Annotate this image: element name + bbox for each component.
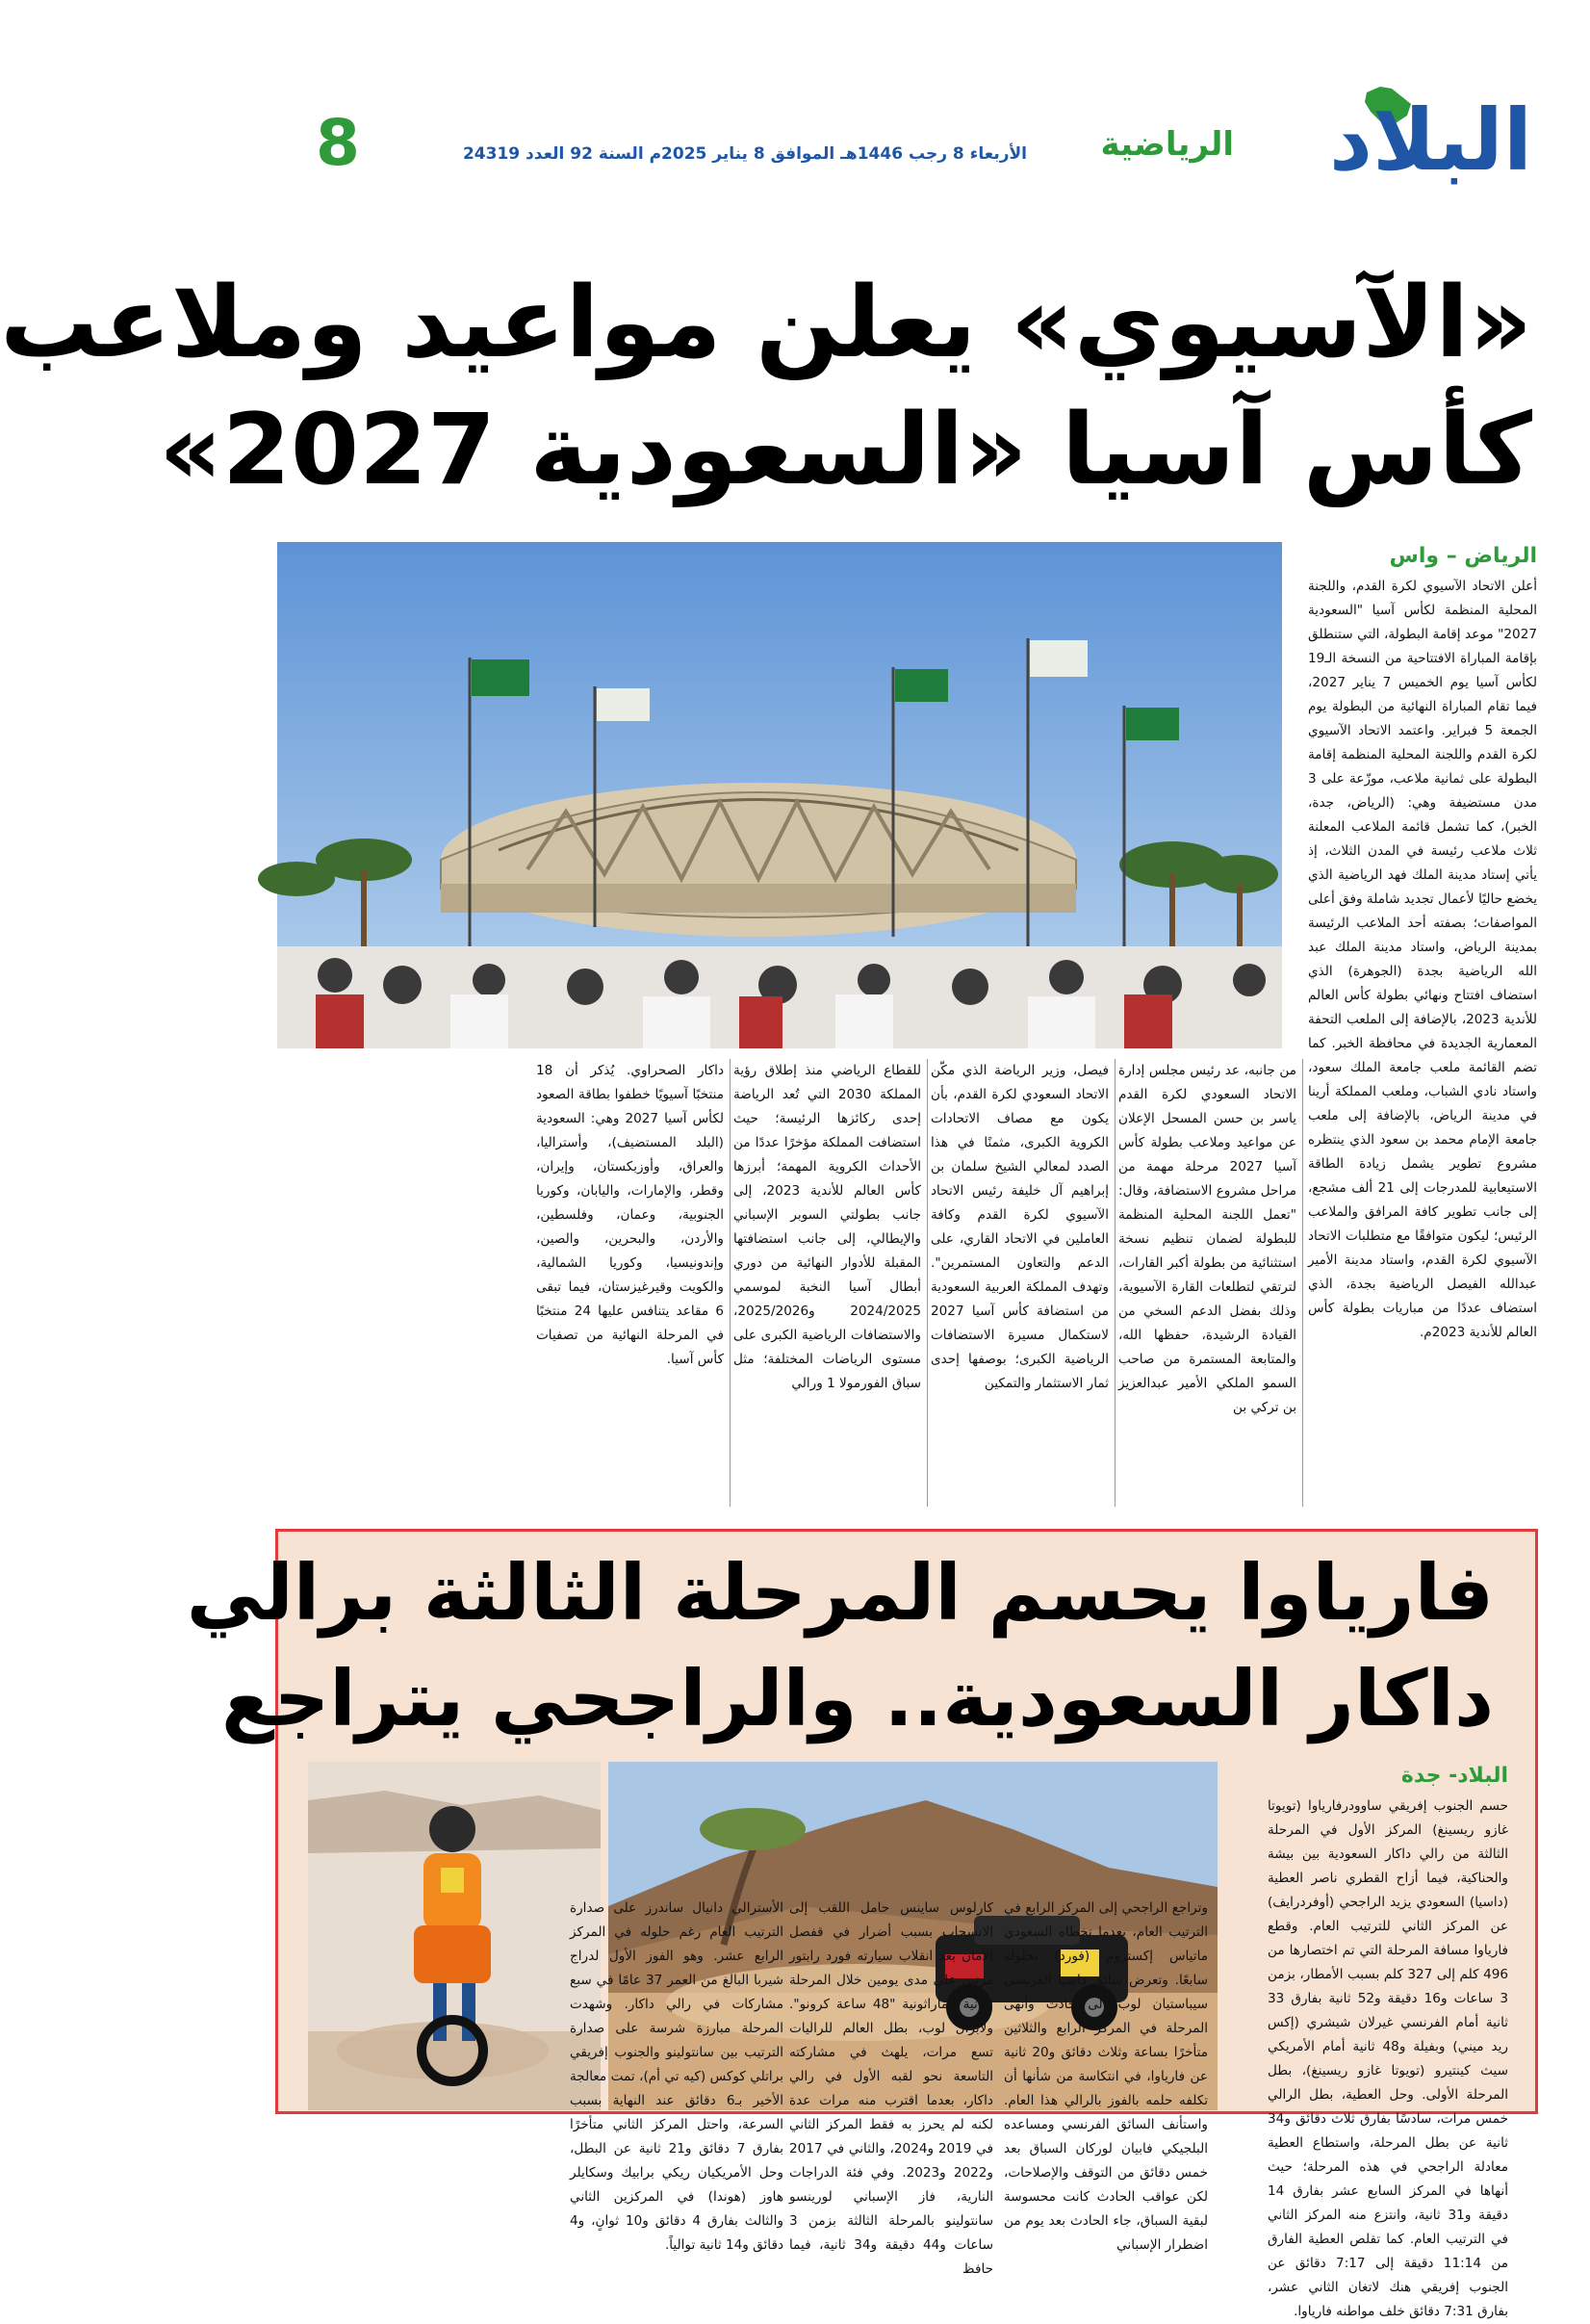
article1-column-5 [536, 1059, 724, 1507]
dateline: الأربعاء 8 رجب 1446هـ الموافق 8 يناير 2025م السنة 92 العدد 24319 [462, 144, 1027, 164]
article1-headline [0, 260, 1532, 514]
article1-column-4 [733, 1059, 921, 1507]
article2-text-2: وتراجع الراجحي إلى المركز الرابع في الترتيب العام، بعدما تخطاه السعودي ماتياس إكستروم (فورد) بحلوله سابعًا. وتعرض سائق داسيا الفرنسي سيباستيان لوب إلى حادث وأنهى المرحلة في المركز الرابع والثلاثين متأخرًا بساعة وثلاث دقائق و20 ثانية عن فارياوا، في انتكاسة من شأنها أن تكلفه حلمه بالفوز بالرالي هذا العام. واستأنف السائق الفرنسي ومساعده البلجيكي فابيان لوركان السباق بعد خمس دقائق من التوقف والإصلاحات، لكن عواقب الحادث كانت محسوسة لبقية السباق، جاء الحادث بعد يوم من اضطرار الإسباني [1004, 1900, 1208, 2253]
article2-column-2 [1004, 1897, 1208, 2253]
article1-column-3 [931, 1059, 1109, 1507]
masthead [223, 0, 1590, 193]
article1-text-5: داكار الصحراوي. يُذكر أن 18 منتخبًا آسيويًا خطفوا بطاقة الصعود لكأس آسيا 2027 وهي: السعودية (البلد المستضيف)، وأستراليا، والعراق، وأوزبكستان، وإيران، وقطر، والإمارات، واليابان، وكوريا الجنوبية، وعمان، وفلسطين، والأردن، والبحرين، والصين، وإندونيسيا، وكوريا الشمالية، والكويت وقيرغيزستان، فيما تبقى 6 مقاعد يتنافس عليها 24 منتخبًا في المرحلة النهائية من تصفيات كأس آسيا. [536, 1063, 724, 1367]
stadium-illustration [277, 542, 1282, 1048]
article2-text-3: كارلوس ساينس حامل اللقب إلى الانسحاب بسبب أضرار في قفصل الأمان بعد انقلاب سيارته فورد رابتور مرتين على مدى يومين خلال المرحلة الثانية الماراثونية "48 ساعة كرونو". ولابزال لوب، بطل العالم للراليات تسع مرات، يلهث في مشاركته التاسعة نحو لقبه الأول في رالي داكار، بعدما اقترب منه مرات عدة لكنه لم يحرز به فقط المركز الثاني في 2019 و2024، والثاني في 2017 و2022 و2023. وفي فئة الدراجات النارية، فاز الإسباني لورينسو سانتولينو بالمرحلة الثالثة بزمن 3 ساعات و44 دقيقة و34 ثانية، فيما حافظ [789, 1900, 993, 2277]
column-divider [1115, 1059, 1116, 1507]
newspaper-logo[interactable] [1244, 92, 1532, 189]
article2-column-1 [1268, 1762, 1509, 2319]
column-divider [730, 1059, 731, 1507]
article1-text-2: من جانبه، عد رئيس مجلس إدارة الاتحاد السعودي لكرة القدم ياسر بن حسن المسحل الإعلان عن مواعيد وملاعب بطولة كأس آسيا 2027 مرحلة مهمة من مراحل مشروع الاستضافة، وقال: "تعمل اللجنة المحلية المنظمة للبطولة لضمان تنظيم نسخة استثنائية من بطولة أكبر القارات، لترتقي لتطلعات القارة الآسيوية، وذلك بفضل الدعم السخي من القيادة الرشيدة، حفظها الله، والمتابعة المستمرة من صاحب السمو الملكي الأمير عبدالعزيز بن تركي بن [1118, 1063, 1297, 1415]
headline-line-1: «الآسيوي» يعلن مواعيد وملاعب [0, 266, 1532, 380]
article1-text-4: للقطاع الرياضي منذ إطلاق رؤية المملكة 2030 التي تُعد الرياضة إحدى ركائزها الرئيسة؛ حيث استضافت المملكة مؤخرًا عددًا من الأحداث الكروية المهمة؛ أبرزها كأس العالم للأندية 2023، إلى جانب بطولتي السوبر الإسباني والإيطالي، إلى جانب استضافتها المقبلة للأدوار النهائية من دوري أبطال آسيا النخبة لموسمي 2024/2025 و2025/2026، والاستضافات الرياضية الكبرى على مستوى الرياضات المختلفة؛ مثل سباق الفورمولا 1 ورالي [733, 1063, 921, 1391]
article2-byline: البلاد- جدة [1400, 1764, 1508, 1788]
column-divider [1302, 1059, 1303, 1507]
motorbike-photo [308, 1762, 601, 2110]
article2-column-3 [789, 1897, 993, 2277]
article1-column-1 [1308, 542, 1537, 1507]
article2-headline [186, 1540, 1494, 1752]
section-name: الرياضية [1100, 125, 1234, 164]
page-number: 8 [316, 106, 360, 180]
article2-text-4: الأسترالي دانيال ساندرز على صدارة الترتيب العام رغم حلوله في المركز الرابع عشر. وهو الفوز الأول لدراج شيربا البالغ من العمر 37 عامًا في سبع مشاركات في رالي داكار. وشهدت المرحلة مبارزة شرسة على صدارة الترتيب بين سانتولينو والجنوب إفريقي براتلي كوكس (كيه تي أم)، تمت معالجة الأخير بـ6 دقائق عند النهاية بسبب السرعة، واحتل المركز الثاني متأخرًا بفارق 7 دقائق و21 ثانية عن البطل، وحل الأمريكيان ريكي برابيك وسكايلر هاوز (هوندا) في المركزين الثاني والثالث بفارق 4 دقائق و10 ثوانٍ، و4 دقائق و14 ثانية توالياً. [570, 1900, 784, 2253]
headline2-line-2: داكار السعودية.. والراجحي يتراجع [220, 1654, 1494, 1743]
article2-text-1: حسم الجنوب إفريقي ساوودرفارياوا (تويوتا غازو ريسينغ) المركز الأول في المرحلة الثالثة من رالي داكار السعودية بين بيشة والحناكية، فيما أزاح القطري ناصر العطية (داسيا) السعودي يزيد الراجحي (أوفردرايف) عن المركز الثاني للترتيب العام. وقطع فارياوا مسافة المرحلة التي تم اختصارها من 496 كلم إلى 327 كلم بسبب الأمطار، بزمن 3 ساعات و16 دقيقة و52 ثانية بفارق 33 ثانية أمام الفرنسي غيرلان شيشري (إكس ريد ميني) وبفيلة و48 ثانية أمام الأمريكي سيث كينتيرو (تويوتا غازو ريسينغ)، بطل المرحلة الأولى. وحل العطية، بطل الرالي خمس مرات، سادسًا بفارق ثلاث دقائق و34 ثانية عن بطل المرحلة، واستطاع العطية معادلة الراجحي في هذه المرحلة؛ حيث أنهاها في المركز السابع عشر بفارق 14 دقيقة و31 ثانية، وانتزع منه المركز الثاني في الترتيب العام. كما تقلص العطية الفارق من 11:14 دقيقة إلى 7:17 دقائق عن الجنوب إفريقي هنك لاتغان الثاني عشر، بفارق 7:31 دقائق خلف مواطنه فارياوا. [1268, 1798, 1509, 2319]
headline-line-2: كأس آسيا «السعودية 2027» [159, 393, 1532, 507]
stadium-photo [277, 542, 1282, 1048]
article1-column-2 [1118, 1059, 1296, 1507]
logo-text: البلاد [1328, 90, 1532, 190]
article1-text-1: أعلن الاتحاد الآسيوي لكرة القدم، واللجنة المحلية المنظمة لكأس آسيا "السعودية 2027" موعد إقامة البطولة، التي ستنطلق بإقامة المباراة الافتتاحية من النسخة الـ19 لكأس آسيا يوم الخميس 7 يناير 2027، فيما تقام المباراة النهائية من البطولة يوم الجمعة 5 فبراير. واعتمد الاتحاد الآسيوي لكرة القدم واللجنة المحلية المنظمة إقامة البطولة على ثمانية ملاعب، موزّعة على 3 مدن مستضيفة وهي: (الرياض، جدة، الخبر)، كما تشمل قائمة الملاعب المعلنة ثلاث ملاعب رئيسة في المدن الثلاث، إذ يأتي إستاد مدينة الملك فهد الرياضية الذي يخضع حاليًا لأعمال تجديد شاملة وفق أعلى المواصفات؛ بصفته أحد الملاعب الرئيسة بمدينة الرياض، واستاد مدينة الملك عبد الله الرياضية بجدة (الجوهرة) الذي استضاف افتتاح ونهائي بطولة كأس العالم للأندية 2023، بالإضافة إلى الملعب التحفة المعمارية الجديدة في محافظة الخبر. كما تضم القائمة ملعب جامعة الملك سعود، واستاد نادي الشباب، وملعب المملكة أرينا في مدينة الرياض، بالإضافة إلى ملعب جامعة الإمام محمد بن سعود الذي ينتظره مشروع تطوير يشمل زيادة الطاقة الاستيعابية للمدرجات إلى 21 ألف مشجع، إلى جانب تطوير كافة المرافق والملاعب الرئيس؛ ليكون متوافقًا مع متطلبات الاتحاد الآسيوي لكرة القدم، واستاد مدينة الأمير عبدالله الفيصل الرياضية بجدة، الذي استضاف عددًا من مباريات بطولة كأس العالم للأندية 2023م. [1308, 579, 1537, 1340]
headline2-line-1: فارياوا يحسم المرحلة الثالثة برالي [186, 1548, 1494, 1638]
article1-text-3: فيصل، وزير الرياضة الذي مكّن الاتحاد السعودي لكرة القدم، بأن يكون مع مصاف الاتحادات الكروية الكبرى، مثمنًا في هذا الصدد لمعالي الشيخ سلمان بن إبراهيم آل خليفة رئيس الاتحاد الآسيوي لكرة القدم وكافة العاملين في الاتحاد القاري، على الدعم والتعاون المستمرين". وتهدف المملكة العربية السعودية من استضافة كأس آسيا 2027 لاستكمال مسيرة الاستضافات الرياضية الكبرى؛ بوصفها إحدى ثمار الاستثمار والتمكين [931, 1063, 1109, 1391]
column-divider [927, 1059, 928, 1507]
article2-column-4 [570, 1897, 784, 2253]
motorbike-illustration [308, 1762, 601, 2110]
article1-byline: الرياض – واس [1389, 544, 1537, 568]
